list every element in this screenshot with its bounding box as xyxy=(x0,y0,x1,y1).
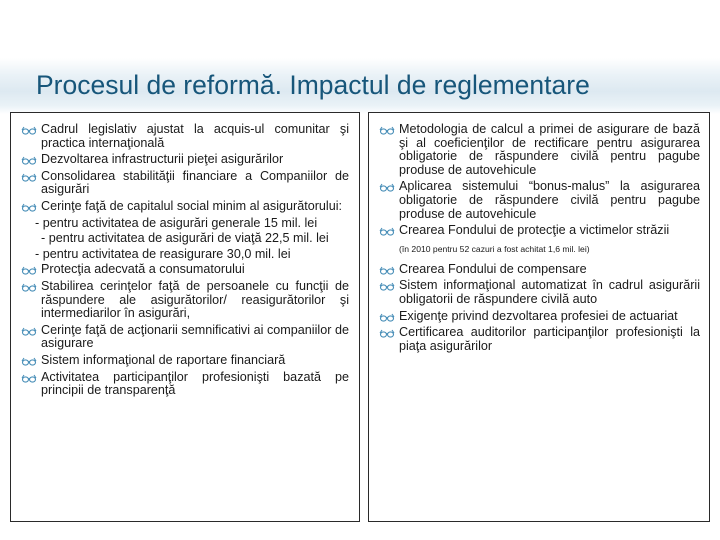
slide-title: Procesul de reformă. Impactul de reglementare xyxy=(36,70,590,100)
left-list xyxy=(19,123,349,214)
right-column xyxy=(377,123,700,356)
list-item: Cerinţe faţă de capitalul social minim al asigurătorului: xyxy=(19,200,349,214)
list-item: Cerinţe faţă de acţionarii semnificativi ai companiilor de asigurare xyxy=(19,324,349,351)
fund-payout-note: (în 2010 pentru 52 cazuri a fost achitat 1,6 mil. lei) xyxy=(399,243,590,254)
list-item: Dezvoltarea infrastructurii pieţei asigurărilor xyxy=(19,153,349,167)
capital-line-reinsurance: - pentru activitatea de reasigurare 30,0 mil. lei xyxy=(35,246,291,261)
eye-glasses-icon xyxy=(21,170,37,184)
eye-glasses-icon xyxy=(21,280,37,294)
list-item: Aplicarea sistemului “bonus-malus” la asigurarea obligatorie de răspundere civilă pentru pagube produse de autovehicule xyxy=(377,180,700,221)
list-item: Consolidarea stabilităţii financiare a Companiilor de asigurări xyxy=(19,170,349,197)
right-list-continued xyxy=(377,263,700,354)
eye-glasses-icon xyxy=(21,200,37,214)
list-item: Crearea Fondului de protecţie a victimelor străzii xyxy=(377,224,700,238)
eye-glasses-icon xyxy=(21,354,37,368)
eye-glasses-icon xyxy=(379,224,395,238)
left-panel xyxy=(10,112,360,522)
list-item: Sistem informaţional automatizat în cadrul asigurării obligatorii de răspundere civilă auto xyxy=(377,279,700,306)
eye-glasses-icon xyxy=(21,371,37,385)
right-panel xyxy=(368,112,710,522)
capital-line-general: - pentru activitatea de asigurări generale 15 mil. lei xyxy=(35,215,318,230)
eye-glasses-icon xyxy=(379,123,395,137)
eye-glasses-icon xyxy=(21,263,37,277)
list-item: Exigenţe privind dezvoltarea profesiei de actuariat xyxy=(377,310,700,324)
capital-line-life: - pentru activitatea de asigurări de viaţă 22,5 mil. lei xyxy=(41,231,329,246)
eye-glasses-icon xyxy=(379,263,395,277)
list-item: Certificarea auditorilor participanţilor profesionişti la piaţa asigurărilor xyxy=(377,326,700,353)
eye-glasses-icon xyxy=(21,324,37,338)
list-item: Protecţia adecvată a consumatorului xyxy=(19,263,349,277)
left-list-continued xyxy=(19,263,349,397)
left-column xyxy=(19,123,349,401)
list-item: Activitatea participanţilor profesionişti bazată pe principii de transparenţă xyxy=(19,371,349,398)
list-item: Stabilirea cerinţelor faţă de persoanele cu funcţii de răspundere ale asigurătorilor/ reasigurătorilor şi intermediarilor în asigurări, xyxy=(19,280,349,321)
list-item: Metodologia de calcul a primei de asigurare de bază şi al coeficienţilor de rectificare pentru asigurarea obligatorie de răspundere civilă pentru pagube produse de autovehicule xyxy=(377,123,700,177)
eye-glasses-icon xyxy=(379,310,395,324)
eye-glasses-icon xyxy=(21,123,37,137)
list-item: Crearea Fondului de compensare xyxy=(377,263,700,277)
eye-glasses-icon xyxy=(21,153,37,167)
eye-glasses-icon xyxy=(379,180,395,194)
eye-glasses-icon xyxy=(379,279,395,293)
list-item: Sistem informaţional de raportare financiară xyxy=(19,354,349,368)
list-item: Cadrul legislativ ajustat la acquis-ul comunitar şi practica internaţională xyxy=(19,123,349,150)
eye-glasses-icon xyxy=(379,326,395,340)
right-list xyxy=(377,123,700,238)
